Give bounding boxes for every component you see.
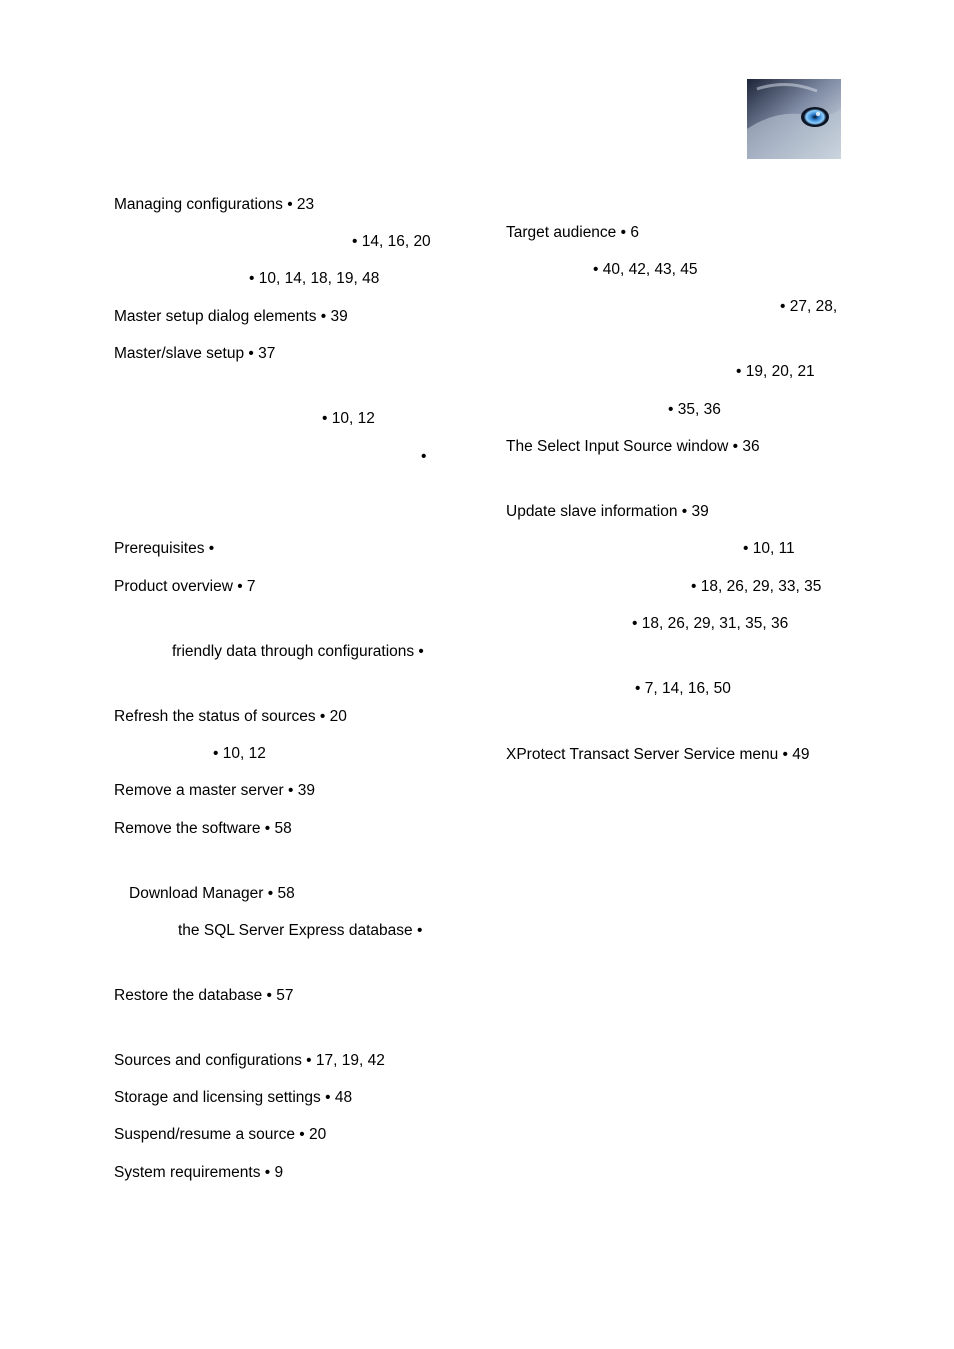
index-entry: • bbox=[421, 448, 427, 465]
index-entry: Master setup dialog elements • 39 bbox=[114, 308, 348, 325]
index-entry: Update slave information • 39 bbox=[506, 503, 709, 520]
index-entry: Product overview • 7 bbox=[114, 578, 256, 595]
index-entry: • 27, 28, bbox=[780, 298, 838, 315]
index-entry: Sources and configurations • 17, 19, 42 bbox=[114, 1052, 385, 1069]
index-entry: Managing configurations • 23 bbox=[114, 196, 315, 213]
index-entry: Target audience • 6 bbox=[506, 224, 639, 241]
index-entry: • 7, 14, 16, 50 bbox=[635, 680, 731, 697]
index-entry: Remove a master server • 39 bbox=[114, 782, 315, 799]
index-entry: friendly data through configurations • bbox=[172, 643, 424, 660]
index-entry: Remove the software • 58 bbox=[114, 820, 292, 837]
index-entry: • 10, 12 bbox=[322, 410, 375, 427]
index-entry: Prerequisites • bbox=[114, 540, 215, 557]
index-entry: • 19, 20, 21 bbox=[736, 363, 815, 380]
index-entry: • 18, 26, 29, 31, 35, 36 bbox=[632, 615, 789, 632]
index-column-left bbox=[0, 0, 470, 1349]
index-entry: • 35, 36 bbox=[668, 401, 721, 418]
index-entry: Suspend/resume a source • 20 bbox=[114, 1126, 327, 1143]
index-entry: Download Manager • 58 bbox=[129, 885, 295, 902]
index-entry: • 10, 12 bbox=[213, 745, 266, 762]
index-entry: • 10, 14, 18, 19, 48 bbox=[249, 270, 380, 287]
index-entry: • 18, 26, 29, 33, 35 bbox=[691, 578, 822, 595]
index-entry: • 10, 11 bbox=[743, 540, 795, 557]
index-entry: • 14, 16, 20 bbox=[352, 233, 431, 250]
index-entry: • 40, 42, 43, 45 bbox=[593, 261, 698, 278]
index-entry: Storage and licensing settings • 48 bbox=[114, 1089, 353, 1106]
index-entry: The Select Input Source window • 36 bbox=[506, 438, 760, 455]
index-column-right bbox=[470, 0, 954, 1349]
index-entry: the SQL Server Express database • bbox=[178, 922, 423, 939]
index-entry: Refresh the status of sources • 20 bbox=[114, 708, 347, 725]
index-entry: Master/slave setup • 37 bbox=[114, 345, 276, 362]
index-entry: System requirements • 9 bbox=[114, 1164, 284, 1181]
index-entry: XProtect Transact Server Service menu • 49 bbox=[506, 746, 810, 763]
index-entry: Restore the database • 57 bbox=[114, 987, 294, 1004]
